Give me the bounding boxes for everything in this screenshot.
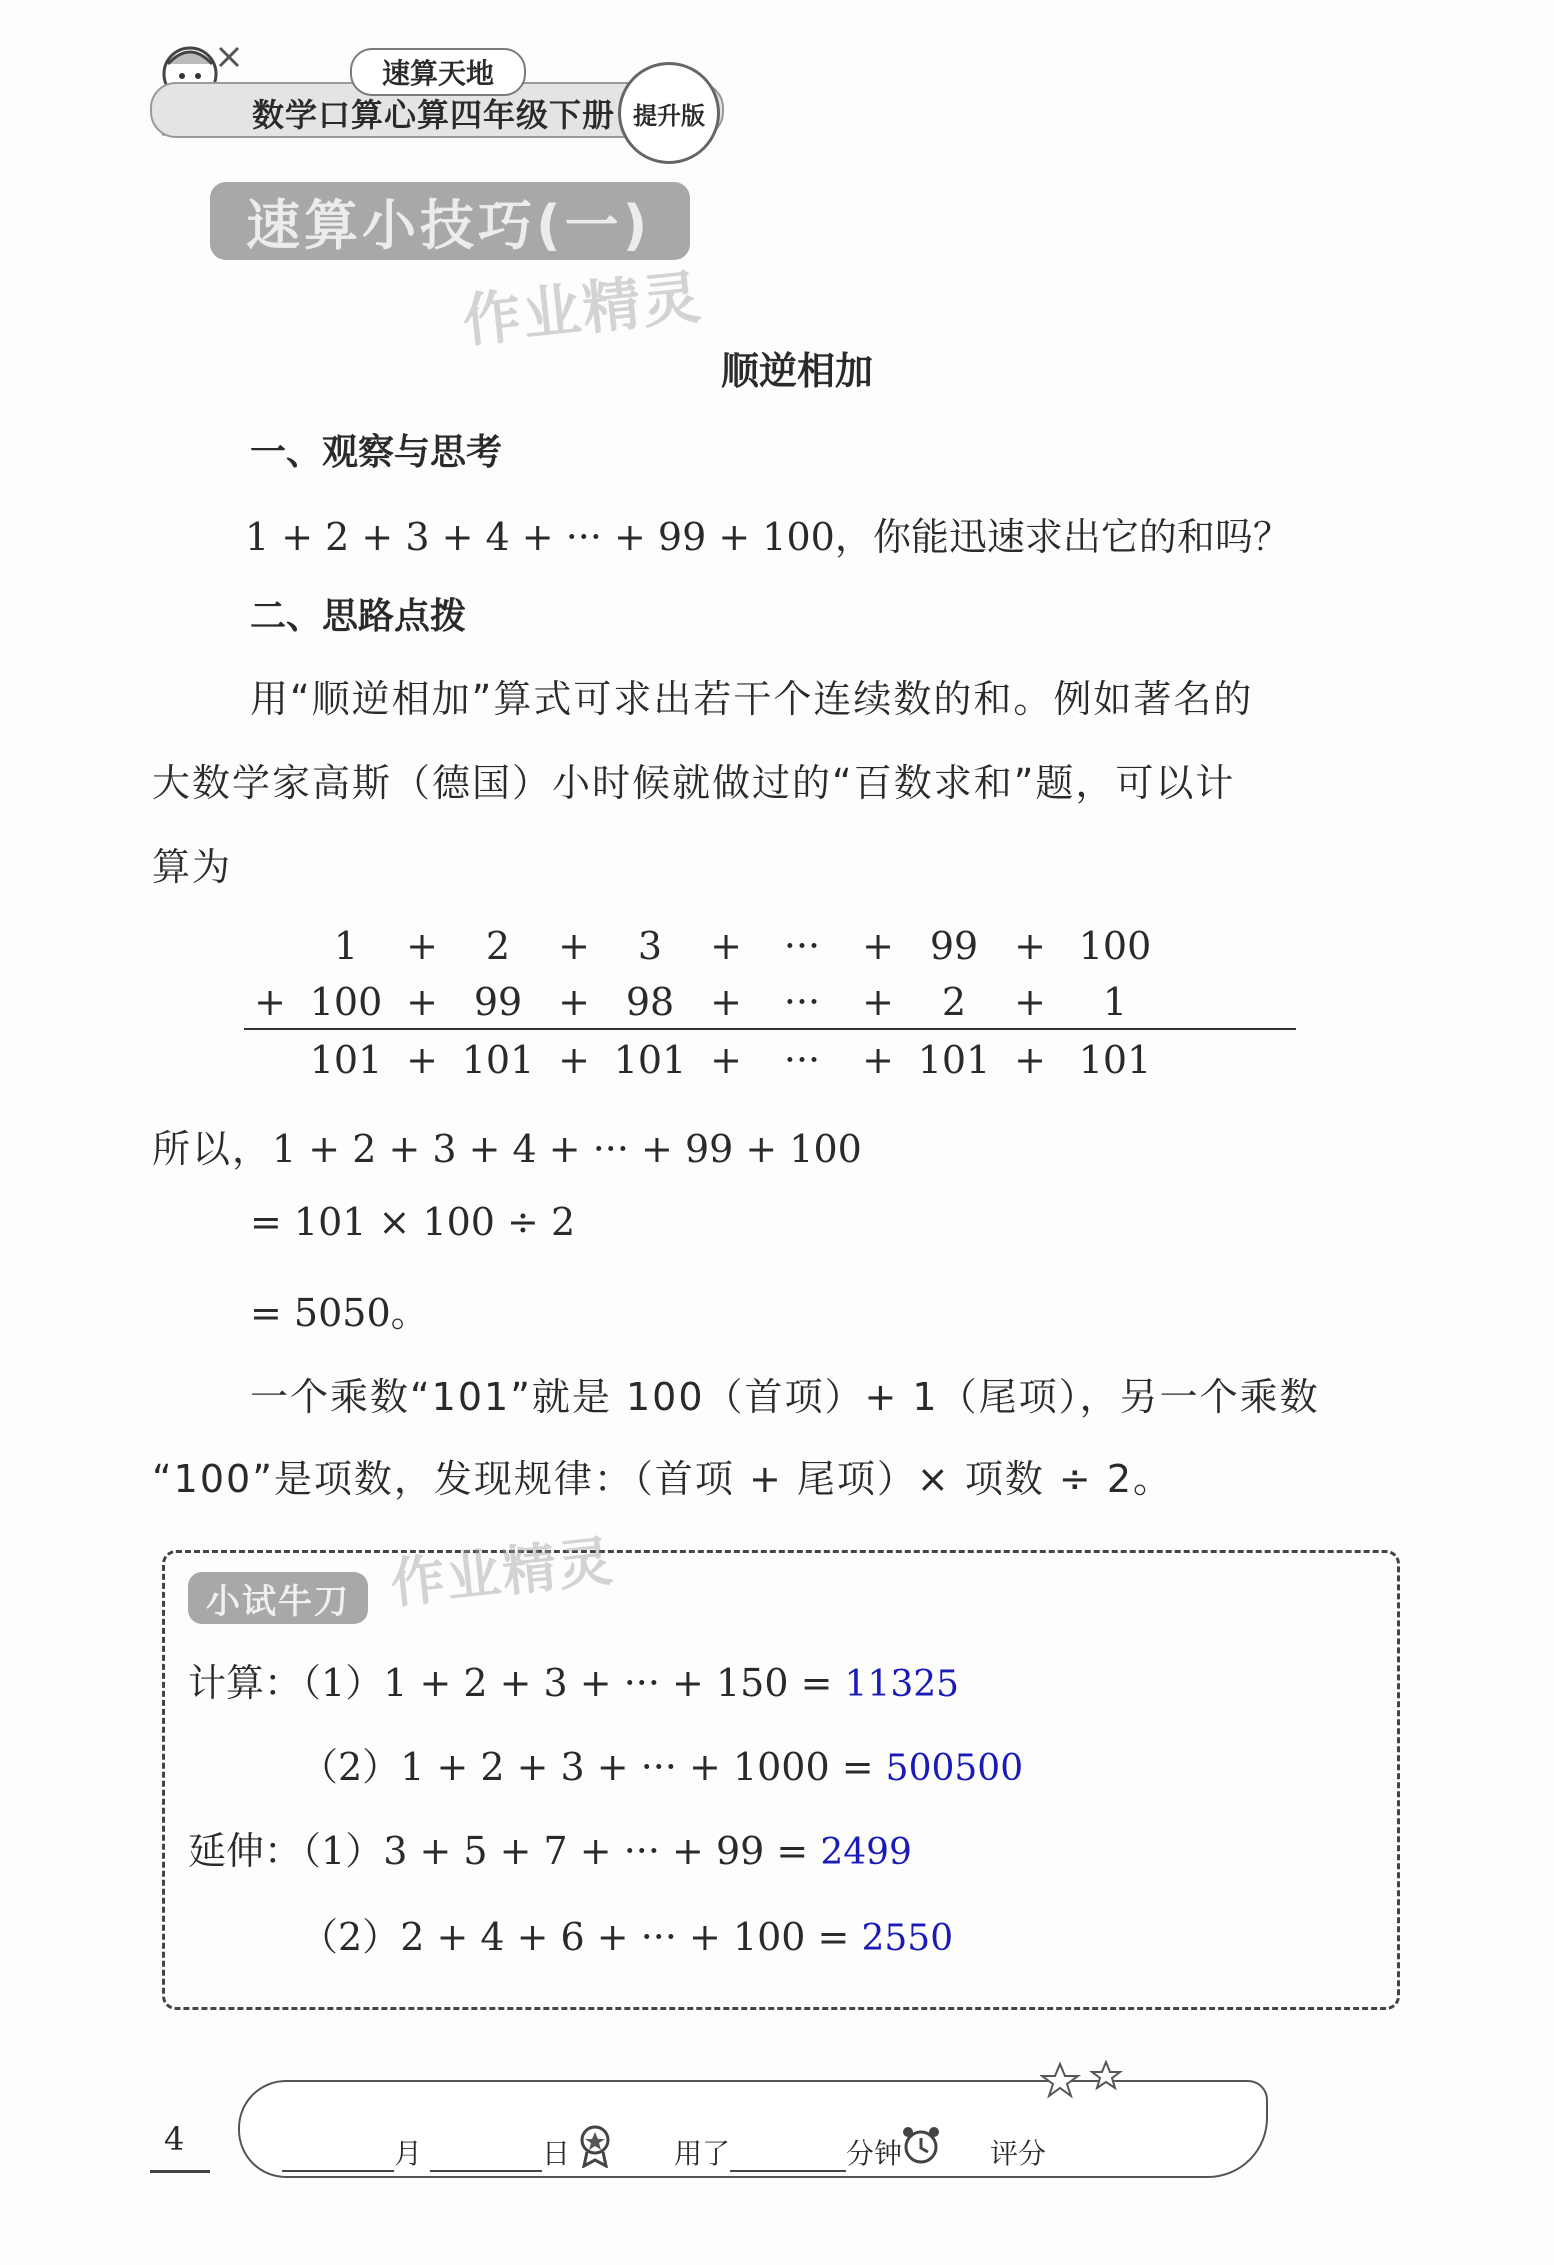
time-used-field[interactable]: 用了 分钟: [674, 2137, 903, 2170]
date-month-field[interactable]: 月: [282, 2132, 422, 2172]
part2-heading: 二、思路点拨: [250, 596, 467, 637]
answer: 2499: [820, 1832, 912, 1873]
medal-icon: [576, 2124, 614, 2172]
part1-heading: 一、观察与思考: [250, 432, 503, 473]
extend-label: 延伸：: [188, 1829, 303, 1873]
practice-item: （2）1 + 2 + 3 + ··· + 1000 = 500500: [300, 1745, 1024, 1789]
answer: 500500: [885, 1748, 1024, 1789]
answer: 2550: [861, 1918, 954, 1959]
paragraph-line: 算为: [152, 845, 233, 889]
rule-line: “100”是项数，发现规律：（首项 + 尾项）× 项数 ÷ 2。: [152, 1457, 1173, 1501]
rule-line: 一个乘数“101”就是 100（首项）+ 1（尾项），另一个乘数: [250, 1375, 1320, 1419]
page-number: 4: [164, 2120, 185, 2158]
sum-divider: [244, 1028, 1296, 1030]
watermark: 作业精灵: [387, 1529, 618, 1616]
alarm-clock-icon: [900, 2124, 942, 2170]
score-field[interactable]: 评分: [990, 2137, 1047, 2170]
practice-tag: 小试牛刀: [188, 1572, 368, 1624]
practice-item: （2）2 + 4 + 6 + ··· + 100 = 2550: [300, 1915, 954, 1959]
addition-row-forward: 1 + 2 + 3 + ··· + 99 + 100: [333, 924, 1152, 968]
paragraph-line: 大数学家高斯（德国）小时候就做过的“百数求和”题，可以计: [152, 761, 1236, 805]
addition-row-reverse: + 100 + 99 + 98 + ··· + 2 + 1: [254, 980, 1128, 1024]
star-icon: [1040, 2060, 1130, 2104]
derivation-line2: = 101 × 100 ÷ 2: [250, 1200, 576, 1244]
book-title: 数学口算心算四年级下册: [252, 96, 616, 134]
lesson-title: 顺逆相加: [720, 349, 873, 393]
calc-label: 计算：: [188, 1661, 303, 1705]
header-tag: 速算天地: [350, 48, 526, 96]
derivation-line1: 所以，1 + 2 + 3 + 4 + ··· + 99 + 100: [152, 1127, 862, 1171]
practice-item: 延伸：（1）3 + 5 + 7 + ··· + 99 = 2499: [188, 1829, 912, 1873]
paragraph-line: 用“顺逆相加”算式可求出若干个连续数的和。例如著名的: [250, 677, 1254, 721]
practice-item: 计算：（1）1 + 2 + 3 + ··· + 150 = 11325: [188, 1661, 960, 1705]
part1-question: 1 + 2 + 3 + 4 + ··· + 99 + 100，你能迅速求出它的和吗？: [245, 515, 1291, 559]
addition-table: [240, 918, 1300, 1088]
addition-row-sum: 101 + 101 + 101 + ··· + 101 + 101: [309, 1038, 1152, 1082]
edition-badge: 提升版: [618, 62, 720, 164]
date-day-field[interactable]: 日: [430, 2132, 570, 2172]
derivation-line3: = 5050。: [250, 1291, 429, 1335]
answer: 11325: [844, 1664, 960, 1705]
section-title: 速算小技巧(一): [210, 182, 690, 260]
page-number-underline: [150, 2170, 210, 2173]
watermark: 作业精灵: [459, 262, 706, 356]
